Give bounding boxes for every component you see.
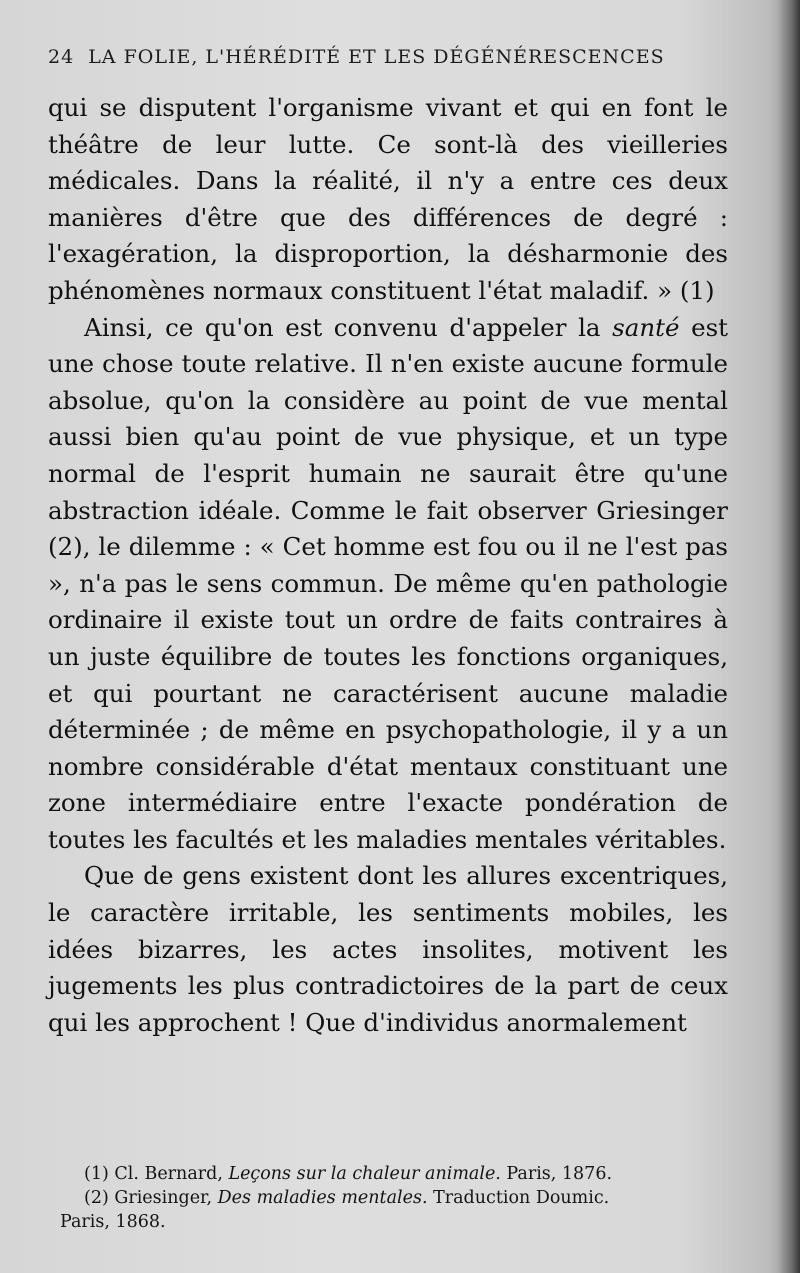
footnote-2-rest: Traduction Doumic. <box>427 1188 610 1208</box>
footnote-1-marker: (1) Cl. Bernard, <box>84 1164 229 1184</box>
paragraph-1: qui se disputent l'organisme vivant et qui en font le théâtre de leur lutte. Ce sont-là des vieilleries médicales. Dans la réalité, il n'y a entre ces deux manières d'être que des différences de degré : l'exagération, la disproportion, la désharmonie des phénomènes normaux constituent l'état maladif. » (1) <box>48 93 728 305</box>
footnote-2-continuation: Paris, 1868. <box>60 1212 166 1232</box>
footnote-2-title: Des maladies mentales. <box>217 1188 428 1208</box>
page-number: 24 <box>48 46 75 68</box>
footnote-1-rest: Paris, 1876. <box>500 1164 613 1184</box>
footnote-1 <box>60 1162 732 1186</box>
footnote-2-marker: (2) Griesinger, <box>84 1188 218 1208</box>
paragraph-2-start: Ainsi, ce qu'on est convenu d'appeler la <box>84 312 613 342</box>
paragraph-2-italic-word: santé <box>612 312 680 342</box>
running-title: LA FOLIE, L'HÉRÉDITÉ ET LES DÉGÉNÉRESCENCES <box>88 46 665 68</box>
footnote-1-title: Leçons sur la chaleur animale. <box>228 1164 501 1184</box>
running-header <box>48 46 738 68</box>
paragraph-2-rest: est une chose toute relative. Il n'en existe aucune formule absolue, qu'on la considère au point de vue mental aussi bien qu'au point de vue physique, et un type normal de l'esprit humain ne saurait être qu'une abstraction idéale. Comme le fait observer Griesinger (2), le dilemme : « Cet homme est fou ou il ne l'est pas », n'a pas le sens commun. De même qu'en pathologie ordinaire il existe tout un ordre de faits contraires à un juste équilibre de toutes les fonctions organiques, et qui pourtant ne caractérisent aucune maladie déterminée ; de même en psychopathologie, il y a un nombre considérable d'état mentaux constituant une zone intermédiaire entre l'exacte pondération de toutes les facultés et les maladies mentales véritables. <box>48 312 728 854</box>
footnotes <box>60 1162 732 1234</box>
paragraph-2 <box>48 310 728 859</box>
page-binding-shadow <box>778 0 800 1273</box>
body-text <box>48 90 728 1041</box>
footnote-2 <box>60 1186 732 1210</box>
paragraph-3: Que de gens existent dont les allures excentriques, le caractère irritable, les sentiments mobiles, les idées bizarres, les actes insolites, motivent les jugements les plus contradictoires de la part de ceux qui les approchent ! Que d'individus anormalement <box>48 861 728 1037</box>
